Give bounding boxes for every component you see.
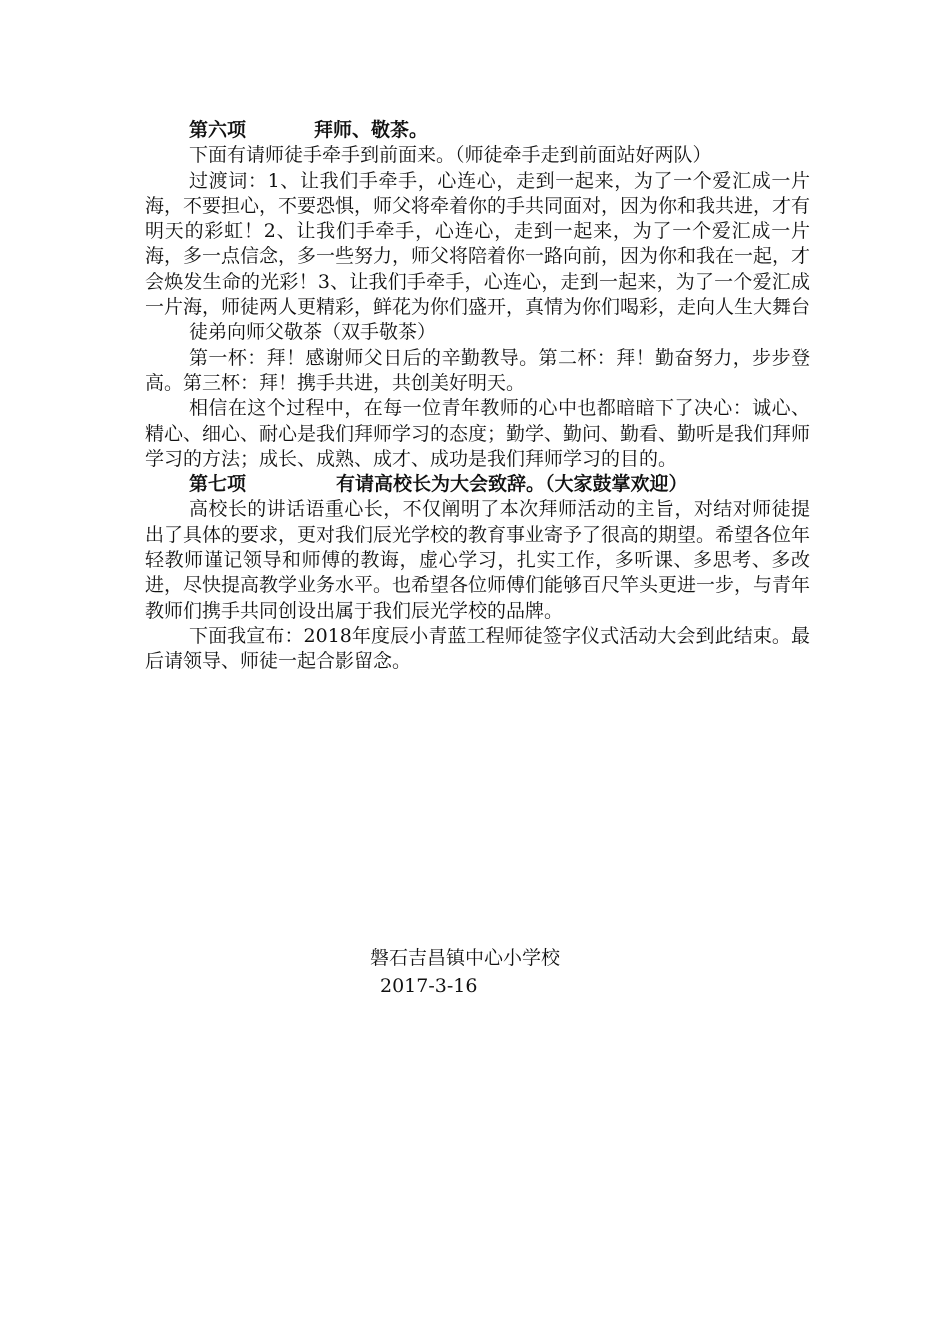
paragraph-principal-speech: 高校长的讲话语重心长，不仅阐明了本次拜师活动的主旨，对结对师徒提出了具体的要求，更对我们辰光学校的教育事业寄予了很高的期望。希望各位年轻教师谨记领导和师傅的教诲，虚心学习，扎实工作，多听课、多思考、多改进，尽快提高教学业务水平。也希望各位师傅们能够百尺竿头更进一步，与青年教师们携手共同创设出属于我们辰光学校的品牌。 [145, 498, 811, 622]
section-7-heading [145, 472, 810, 497]
paragraph-invite-pairs: 下面有请师徒手牵手到前面来。（师徒牵手走到前面站好两队） [189, 144, 712, 167]
document-date: 2017-3-16 [380, 975, 478, 997]
paragraph-transition-words: 过渡词：1、让我们手牵手，心连心，走到一起来，为了一个爱汇成一片海，不要担心，不要恐惧，师父将牵着你的手共同面对，因为你和我共进，才有明天的彩虹！2、让我们手牵手，心连心，走到一起来，为了一个爱汇成一片海，多一点信念，多一些努力，师父将陪着你一路向前，因为你和我在一起，才会焕发生命的光彩！3、让我们手牵手，心连心，走到一起来，为了一个爱汇成一片海，师徒两人更精彩，鲜花为你们盛开，真情为你们喝彩，走向人生大舞台 [145, 169, 811, 319]
document-body [145, 118, 810, 675]
section-6-heading [145, 118, 810, 143]
paragraph-determination: 相信在这个过程中，在每一位青年教师的心中也都暗暗下了决心：诚心、精心、细心、耐心是我们拜师学习的态度；勤学、勤问、勤看、勤听是我们拜师学习的方法；成长、成熟、成才、成功是我们拜师学习的目的。 [145, 397, 811, 470]
paragraph-three-cups: 第一杯：拜！感谢师父日后的辛勤教导。第二杯：拜！勤奋努力，步步登高。第三杯：拜！携手共进，共创美好明天。 [145, 346, 810, 394]
section-7-title: 有请高校长为大会致辞。（大家鼓掌欢迎） [336, 473, 688, 496]
section-6-label: 第六项 [189, 119, 247, 141]
paragraph-closing: 下面我宣布：2018年度辰小青蓝工程师徒签字仪式活动大会到此结束。最后请领导、师徒一起合影留念。 [145, 624, 810, 673]
section-6-title: 拜师、敬茶。 [314, 119, 429, 141]
paragraph-serve-tea: 徒弟向师父敬茶（双手敬茶） [189, 321, 437, 344]
section-7-label: 第七项 [189, 473, 247, 496]
school-name: 磐石吉昌镇中心小学校 [370, 947, 561, 969]
